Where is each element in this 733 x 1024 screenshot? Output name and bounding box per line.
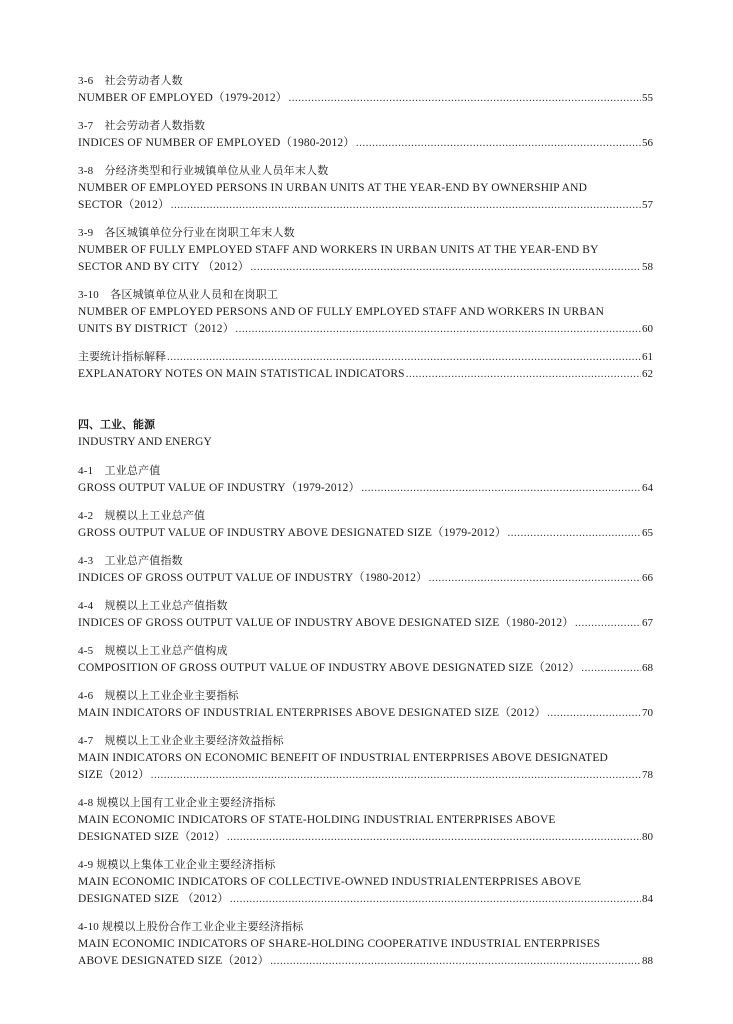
entry-cn-title: 4-10 规模以上股份合作工业企业主要经济指标 <box>78 921 304 933</box>
entry-cn-title: 3-8 分经济类型和行业城镇单位从业人员年末人数 <box>78 165 329 177</box>
toc-line <box>78 615 653 632</box>
entry-en-title-last-line: SECTOR AND BY CITY （2012） <box>78 261 250 273</box>
toc-line <box>78 829 653 846</box>
entry-en-title-last-line: DESIGNATED SIZE（2012） <box>78 831 226 843</box>
dot-leader <box>575 615 641 632</box>
page-number: 64 <box>642 482 653 494</box>
page-number: 58 <box>642 261 653 273</box>
toc-entry[interactable] <box>78 463 653 497</box>
toc-page <box>78 73 653 981</box>
entry-cn-title: 4-4 规模以上工业总产值指数 <box>78 600 228 612</box>
toc-line <box>78 135 653 152</box>
toc-line <box>78 953 653 970</box>
dot-leader <box>361 480 641 497</box>
page-number: 57 <box>642 199 653 211</box>
toc-line <box>78 570 653 587</box>
entry-cn-title: 3-7 社会劳动者人数指数 <box>78 120 206 132</box>
entry-en-title-last-line: COMPOSITION OF GROSS OUTPUT VALUE OF INDUSTRY ABOVE DESIGNATED SIZE（2012） <box>78 662 581 674</box>
toc-line <box>78 480 653 497</box>
entry-en-title-last-line: GROSS OUTPUT VALUE OF INDUSTRY（1979-2012） <box>78 482 361 494</box>
toc-entry[interactable] <box>78 688 653 722</box>
dot-leader <box>167 349 641 366</box>
dot-leader <box>547 705 641 722</box>
entry-en-title-last-line: GROSS OUTPUT VALUE OF INDUSTRY ABOVE DESIGNATED SIZE（1979-2012） <box>78 527 507 539</box>
page-number: 56 <box>642 137 653 149</box>
page-number: 70 <box>642 707 653 719</box>
entry-en-title-last-line: DESIGNATED SIZE （2012） <box>78 893 229 905</box>
toc-list-chapter-3 <box>78 73 653 338</box>
page-number: 84 <box>642 893 653 905</box>
entry-en-title-line: MAIN ECONOMIC INDICATORS OF SHARE-HOLDING COOPERATIVE INDUSTRIAL ENTERPRISES <box>78 938 601 950</box>
dot-leader <box>230 891 641 908</box>
toc-line <box>78 705 653 722</box>
entry-en-title-last-line: SECTOR（2012） <box>78 199 170 211</box>
entry-en-title-last-line: ABOVE DESIGNATED SIZE（2012） <box>78 955 270 967</box>
entry-cn-title: 4-6 规模以上工业企业主要指标 <box>78 690 239 702</box>
toc-entry[interactable] <box>78 733 653 784</box>
notes-en-title: EXPLANATORY NOTES ON MAIN STATISTICAL INDICATORS <box>78 368 405 380</box>
page-number: 67 <box>642 617 653 629</box>
entry-cn-title: 4-2 规模以上工业总产值 <box>78 510 206 522</box>
toc-line[interactable] <box>78 366 653 383</box>
page-number: 88 <box>642 955 653 967</box>
entry-en-title-last-line: UNITS BY DISTRICT（2012） <box>78 323 235 335</box>
toc-line <box>78 197 653 214</box>
entry-cn-title: 4-8 规模以上国有工业企业主要经济指标 <box>78 797 276 809</box>
entry-en-title-last-line: SIZE（2012） <box>78 769 150 781</box>
toc-entry[interactable] <box>78 287 653 338</box>
toc-entry[interactable] <box>78 118 653 152</box>
toc-line <box>78 660 653 677</box>
page-number: 80 <box>642 831 653 843</box>
page-number: 55 <box>642 92 653 104</box>
entry-cn-title: 3-6 社会劳动者人数 <box>78 75 183 87</box>
toc-entry[interactable] <box>78 508 653 542</box>
toc-entry[interactable] <box>78 598 653 632</box>
toc-entry[interactable] <box>78 919 653 970</box>
dot-leader <box>171 197 641 214</box>
entry-en-title-last-line: INDICES OF NUMBER OF EMPLOYED（1980-2012） <box>78 137 355 149</box>
entry-cn-title: 4-7 规模以上工业企业主要经济效益指标 <box>78 735 284 747</box>
entry-en-title-line: MAIN INDICATORS ON ECONOMIC BENEFIT OF INDUSTRIAL ENTERPRISES ABOVE DESIGNATED <box>78 752 608 764</box>
page-number: 66 <box>642 572 653 584</box>
dot-leader <box>288 90 641 107</box>
toc-list-chapter-4 <box>78 463 653 970</box>
page-number: 61 <box>642 351 653 363</box>
entry-cn-title: 4-3 工业总产值指数 <box>78 555 183 567</box>
entry-en-title-line: NUMBER OF EMPLOYED PERSONS AND OF FULLY EMPLOYED STAFF AND WORKERS IN URBAN <box>78 306 605 318</box>
toc-line <box>78 90 653 107</box>
dot-leader <box>429 570 641 587</box>
dot-leader <box>250 259 641 276</box>
page-number: 62 <box>642 368 653 380</box>
dot-leader <box>356 135 641 152</box>
dot-leader <box>235 321 641 338</box>
toc-line <box>78 767 653 784</box>
toc-line <box>78 259 653 276</box>
toc-line <box>78 891 653 908</box>
toc-line <box>78 525 653 542</box>
toc-entry[interactable] <box>78 225 653 276</box>
page-number: 68 <box>642 662 653 674</box>
page-number: 65 <box>642 527 653 539</box>
page-number: 60 <box>642 323 653 335</box>
toc-line[interactable] <box>78 349 653 366</box>
toc-entry[interactable] <box>78 795 653 846</box>
dot-leader <box>151 767 641 784</box>
toc-entry[interactable] <box>78 553 653 587</box>
notes-cn-title: 主要统计指标解释 <box>78 351 166 363</box>
toc-entry[interactable] <box>78 73 653 107</box>
dot-leader <box>227 829 641 846</box>
dot-leader <box>406 366 641 383</box>
toc-entry[interactable] <box>78 643 653 677</box>
dot-leader <box>270 953 641 970</box>
entry-en-title-last-line: INDICES OF GROSS OUTPUT VALUE OF INDUSTRY ABOVE DESIGNATED SIZE（1980-2012） <box>78 617 574 629</box>
entry-en-title-line: NUMBER OF FULLY EMPLOYED STAFF AND WORKERS IN URBAN UNITS AT THE YEAR-END BY <box>78 244 599 256</box>
section-heading-cn: 四、工业、能源 <box>78 419 155 431</box>
explanatory-notes-block <box>78 349 653 383</box>
page-number: 78 <box>642 769 653 781</box>
entry-en-title-last-line: MAIN INDICATORS OF INDUSTRIAL ENTERPRISES ABOVE DESIGNATED SIZE（2012） <box>78 707 547 719</box>
toc-entry[interactable] <box>78 163 653 214</box>
toc-line <box>78 321 653 338</box>
entry-cn-title: 4-5 规模以上工业总产值构成 <box>78 645 228 657</box>
entry-en-title-line: MAIN ECONOMIC INDICATORS OF STATE-HOLDING INDUSTRIAL ENTERPRISES ABOVE <box>78 814 556 826</box>
dot-leader <box>507 525 641 542</box>
entry-cn-title: 3-10 各区城镇单位从业人员和在岗职工 <box>78 289 279 301</box>
entry-en-title-last-line: NUMBER OF EMPLOYED（1979-2012） <box>78 92 288 104</box>
entry-en-title-line: NUMBER OF EMPLOYED PERSONS IN URBAN UNITS AT THE YEAR-END BY OWNERSHIP AND <box>78 182 588 194</box>
dot-leader <box>581 660 641 677</box>
entry-cn-title: 4-9 规模以上集体工业企业主要经济指标 <box>78 859 276 871</box>
entry-cn-title: 4-1 工业总产值 <box>78 465 161 477</box>
toc-entry[interactable] <box>78 857 653 908</box>
entry-en-title-line: MAIN ECONOMIC INDICATORS OF COLLECTIVE-OWNED INDUSTRIALENTERPRISES ABOVE <box>78 876 582 888</box>
section-heading-en: INDUSTRY AND ENERGY <box>78 436 212 448</box>
entry-cn-title: 3-9 各区城镇单位分行业在岗职工年末人数 <box>78 227 295 239</box>
entry-en-title-last-line: INDICES OF GROSS OUTPUT VALUE OF INDUSTRY（1980-2012） <box>78 572 428 584</box>
